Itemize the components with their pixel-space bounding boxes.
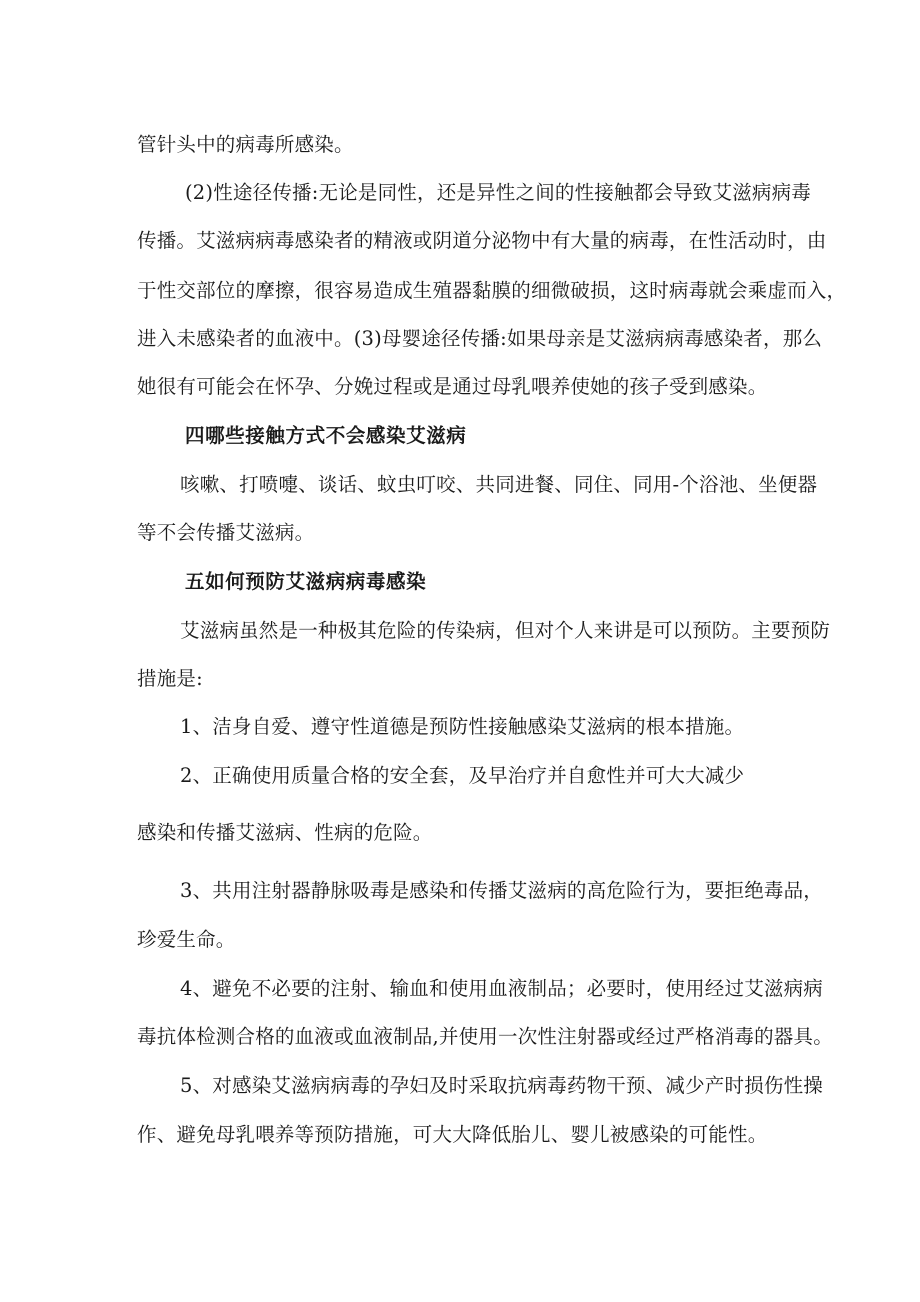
text-line: 珍爱生命。: [137, 928, 236, 951]
text-line: 她很有可能会在怀孕、分娩过程或是通过母乳喂养使她的孩子受到感染。: [137, 375, 768, 398]
text-line: 传播。艾滋病病毒感染者的精液或阴道分泌物中有大量的病毒，在性活动时，由: [137, 229, 827, 252]
text-line: 感染和传播艾滋病、性病的危险。: [137, 821, 433, 844]
list-item: 2、正确使用质量合格的安全套，及早治疗并自愈性并可大大减少: [180, 764, 745, 787]
text-line: 艾滋病虽然是一种极其危险的传染病，但对个人来讲是可以预防。主要预防: [180, 619, 831, 642]
list-item: 1、洁身自爱、遵守性道德是预防性接触感染艾滋病的根本措施。: [180, 715, 745, 738]
text-line: 等不会传播艾滋病。: [137, 521, 315, 544]
section-heading: 四哪些接触方式不会感染艾滋病: [185, 424, 467, 447]
list-item: 3、共用注射器静脉吸毒是感染和传播艾滋病的高危险行为，要拒绝毒品，: [180, 879, 824, 902]
text-line: 措施是:: [137, 667, 203, 690]
section-heading: 五如何预防艾滋病病毒感染: [185, 570, 427, 593]
text-line: 进入未感染者的血液中。(3)母婴途径传播:如果母亲是艾滋病病毒感染者，那么: [137, 327, 823, 350]
text-line: 毒抗体检测合格的血液或血液制品,并使用一次性注射器或经过严格消毒的器具。: [137, 1025, 833, 1048]
list-item: 5、对感染艾滋病病毒的孕妇及时采取抗病毒药物干预、减少产时损伤性操: [180, 1074, 824, 1097]
text-line: (2)性途径传播:无论是同性，还是异性之间的性接触都会导致艾滋病病毒: [185, 181, 811, 204]
text-line: 管针头中的病毒所感染。: [137, 133, 354, 156]
list-item: 4、避免不必要的注射、输血和使用血液制品；必要时，使用经过艾滋病病: [180, 977, 824, 1000]
text-line: 咳嗽、打喷嚏、谈话、蚊虫叮咬、共同进餐、同住、同用-个浴池、坐便器: [180, 473, 818, 496]
text-line: 作、避免母乳喂养等预防措施，可大大降低胎儿、婴儿被感染的可能性。: [137, 1123, 768, 1146]
text-line: 于性交部位的摩擦，很容易造成生殖器黏膜的细微破损，这时病毒就会乘虚而入，: [137, 279, 847, 302]
